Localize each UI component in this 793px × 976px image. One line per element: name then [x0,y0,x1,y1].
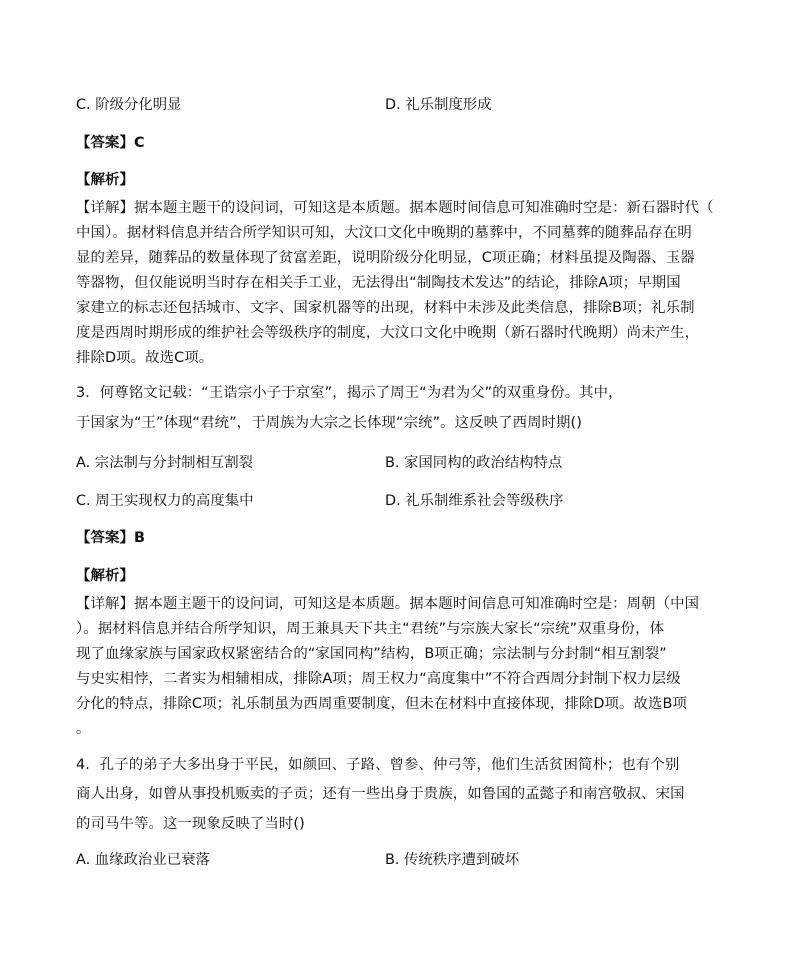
q2-detail-line: 等器物，但仅能说明当时存在相关手工业，无法得出“制陶技术发达”的结论，排除A项；早期国 [76,275,681,291]
answer-value: B [133,530,146,546]
q3-detail-line: 与史实相悖，二者实为相辅相成，排除A项；周王权力“高度集中”不符合西周分封制下权力层级 [76,671,681,687]
q2-answer [76,133,716,153]
q3-option-d: D. 礼乐制维系社会等级秩序 [385,493,564,509]
q2-analysis-heading: 【解析】 [76,172,134,188]
q3-detail-line: 。 [76,721,91,737]
answer-tag: 【答案】 [76,530,134,546]
q4-option-a: A. 血缘政治业已衰落 [76,852,210,868]
q4-stem-line: 的司马牛等。这一现象反映了当时() [76,816,305,832]
answer-value: C [133,135,145,151]
q2-detail-line: 家建立的标志还包括城市、文字、国家机器等的出现，材料中未涉及此类信息，排除B项；礼乐制 [76,300,695,316]
q4-option-b: B. 传统秩序遭到破坏 [385,852,520,868]
q3-stem-line: 于国家为“王”体现“君统”，于周族为大宗之长体现“宗统”。这反映了西周时期() [76,415,582,431]
q3-detail-line: 现了血缘家族与国家政权紧密结合的“家国同构”结构，B项正确；宗法制与分封制“相互割裂” [76,646,667,662]
q2-detail-line: 显的差异，随葬品的数量体现了贫富差距，说明阶级分化明显，C项正确；材料虽提及陶器、玉器 [76,250,695,266]
q3-detail-line: 分化的特点，排除C项；礼乐制虽为西周重要制度，但未在材料中直接体现，排除D项。故选B项 [76,696,687,712]
q2-detail-line: 排除D项。故选C项。 [76,350,214,366]
q2-detail-line: 度是西周时期形成的维护社会等级秩序的制度，大汶口文化中晚期（新石器时代晚期）尚未产生， [76,325,700,341]
analysis-tag: 解析 [90,568,120,584]
q3-answer [76,528,716,548]
q2-detail-line: 中国）。据材料信息并结合所学知识可知，大汶口文化中晚期的墓葬中，不同墓葬的随葬品存在明 [76,225,692,241]
answer-tag: 【答案】 [76,135,134,151]
q2-option-c: C. 阶级分化明显 [76,97,182,113]
q3-analysis-heading: 【解析】 [76,568,134,584]
q4-stem-line: 4．孔子的弟子大多出身于平民，如颜回、子路、曾参、仲弓等，他们生活贫困简朴；也有个别 [76,757,680,773]
analysis-tag: 解析 [90,172,120,188]
q3-stem-line: 3．何尊铭文记载：“王诰宗小子于京室”，揭示了周王“为君为父”的双重身份。其中， [76,385,623,401]
q3-option-a: A. 宗法制与分封制相互割裂 [76,455,254,471]
q2-option-d: D. 礼乐制度形成 [385,97,492,113]
q3-option-c: C. 周王实现权力的高度集中 [76,493,254,509]
q3-detail-line: ）。据材料信息并结合所学知识，周王兼具天下共主“君统”与宗族大家长“宗统”双重身份，体 [76,621,665,637]
q2-detail-line: 【详解】据本题主题干的设问词，可知这是本质题。据本题时间信息可知准确时空是：新石器时代（ [76,200,714,216]
q3-option-b: B. 家国同构的政治结构特点 [385,455,563,471]
q3-detail-line: 【详解】据本题主题干的设问词，可知这是本质题。据本题时间信息可知准确时空是：周朝（中国 [76,596,700,612]
q4-stem-line: 商人出身，如曾从事投机贩卖的子贡；还有一些出身于贵族，如鲁国的孟懿子和南宫敬叔、宋国 [76,786,685,802]
